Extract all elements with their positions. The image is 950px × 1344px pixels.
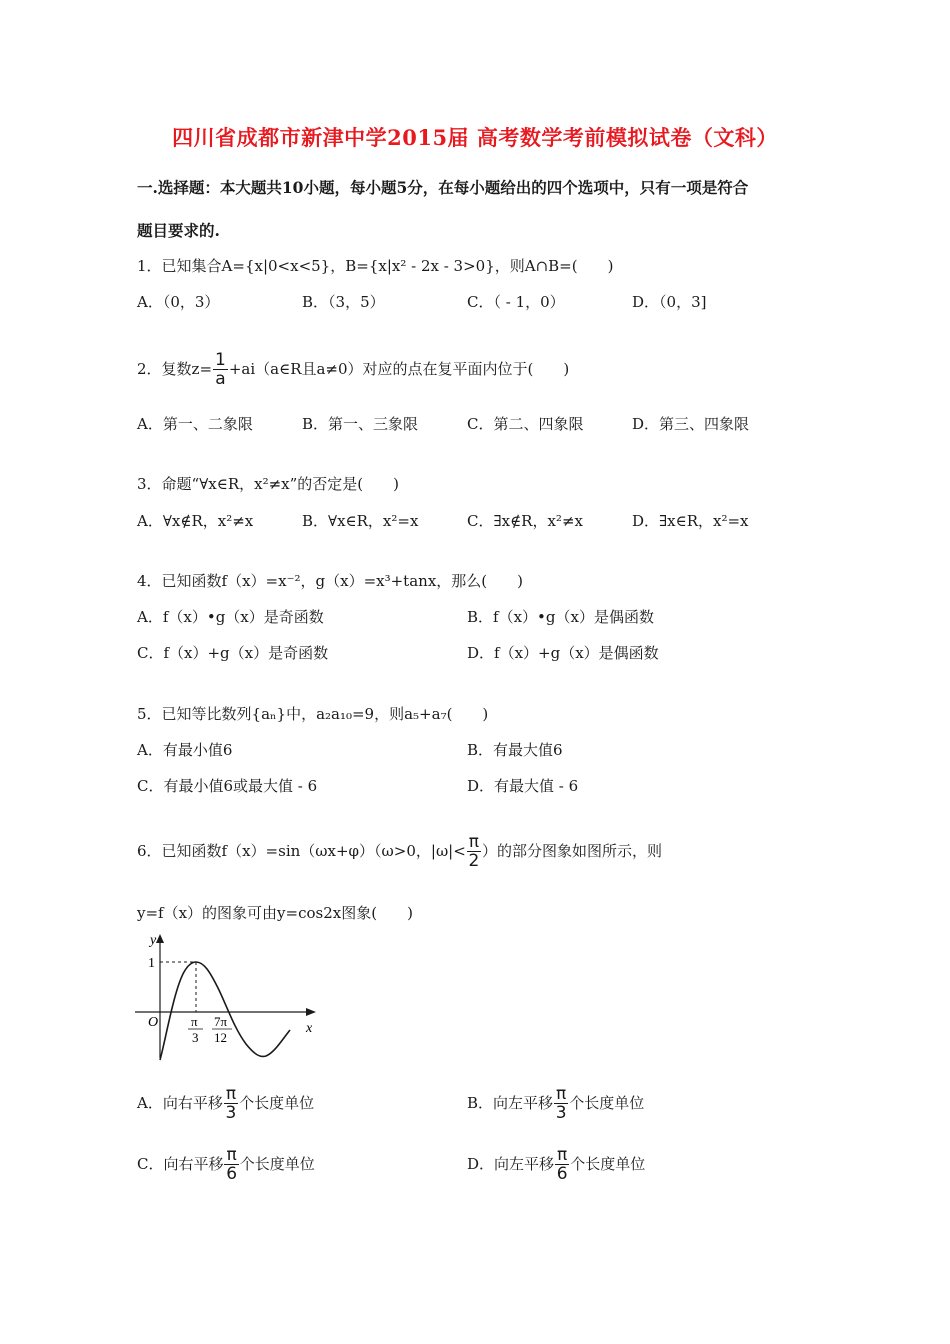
option-a-fraction	[224, 1086, 238, 1122]
fraction-denominator: 2	[468, 851, 480, 871]
fraction-numerator: π	[468, 832, 480, 852]
option-d-unit: 个长度单位	[570, 1155, 646, 1173]
question-6-option-a	[137, 1086, 314, 1122]
question-6-stem-post: ）的部分图象如图所示，则	[482, 842, 663, 860]
question-5-option-d: D．有最大值 - 6	[467, 777, 579, 795]
fraction-numerator: π	[226, 1145, 237, 1165]
fraction-numerator: π	[556, 1084, 567, 1104]
question-1-option-a: A．（0，3）	[137, 293, 220, 311]
option-d-fraction	[555, 1147, 569, 1183]
question-2-stem-post: +ai（a∈R且a≠0）对应的点在复平面内位于( )	[228, 360, 570, 378]
option-b-prefix: B．向左平移	[467, 1094, 554, 1112]
fraction-numerator: π	[225, 1084, 237, 1104]
question-3-option-d: D．∃x∈R，x²=x	[632, 512, 749, 530]
question-5-option-a: A．有最小值6	[137, 741, 233, 759]
option-a-unit: 个长度单位	[239, 1094, 315, 1112]
question-6-option-c	[137, 1147, 315, 1183]
question-3-option-a: A．∀x∉R，x²≠x	[137, 512, 254, 530]
question-6-fraction	[467, 834, 481, 870]
question-6-stem-line2: y=f（x）的图象可由y=cos2x图象( )	[137, 904, 413, 922]
x-tick-pi-over-3-den: 3	[192, 1030, 199, 1045]
option-d-prefix: D．向左平移	[467, 1155, 555, 1173]
x-tick-7pi-over-12-den: 12	[214, 1030, 227, 1045]
option-c-fraction	[224, 1147, 238, 1183]
question-1-option-d: D．（0，3]	[632, 293, 707, 311]
question-2-fraction	[213, 352, 228, 388]
option-b-unit: 个长度单位	[569, 1094, 645, 1112]
option-c-prefix: C．向右平移	[137, 1155, 224, 1173]
fraction-denominator: 6	[556, 1164, 568, 1184]
y-tick-label-one: 1	[148, 956, 155, 971]
question-2-option-d: D．第三、四象限	[632, 415, 750, 433]
question-6-stem	[137, 834, 662, 870]
sine-curve	[160, 962, 290, 1060]
question-1-stem: 1．已知集合A={x|0<x<5}，B={x|x² - 2x - 3>0}，则A∩B=( )	[137, 257, 614, 275]
fraction-numerator: 1	[215, 350, 226, 370]
question-3-option-c: C．∃x∉R，x²≠x	[467, 512, 583, 530]
question-2-option-a: A．第一、二象限	[137, 415, 253, 433]
question-3-stem: 3．命题“∀x∈R，x²≠x”的否定是( )	[137, 475, 399, 493]
question-2-stem	[137, 352, 569, 388]
option-c-unit: 个长度单位	[239, 1155, 315, 1173]
fraction-denominator: 3	[225, 1103, 237, 1123]
fraction-numerator: π	[557, 1145, 568, 1165]
question-3-option-b: B．∀x∈R，x²=x	[302, 512, 419, 530]
question-2-stem-pre: 2．复数z=	[137, 360, 213, 378]
question-2-option-b: B．第一、三象限	[302, 415, 419, 433]
sine-graph-figure	[130, 928, 330, 1068]
fraction-denominator: a	[215, 369, 226, 389]
origin-label: O	[148, 1015, 159, 1030]
x-axis-label: x	[306, 1021, 313, 1036]
question-1-option-c: C．（ - 1，0）	[467, 293, 565, 311]
question-4-option-a: A．f（x）•g（x）是奇函数	[137, 608, 324, 626]
question-6-option-b	[467, 1086, 644, 1122]
question-4-option-d: D．f（x）+g（x）是偶函数	[467, 644, 659, 662]
page-title: 四川省成都市新津中学2015届 高考数学考前模拟试卷（文科）	[172, 125, 778, 150]
x-tick-7pi-over-12-num: 7π	[214, 1014, 228, 1029]
question-6-stem-pre: 6．已知函数f（x）=sin（ωx+φ）（ω>0，|ω|<	[137, 842, 466, 860]
fraction-denominator: 6	[226, 1164, 238, 1184]
question-5-option-c: C．有最小值6或最大值 - 6	[137, 777, 318, 795]
question-5-stem: 5．已知等比数列{aₙ}中，a₂a₁₀=9，则a₅+a₇( )	[137, 705, 489, 723]
question-4-stem: 4．已知函数f（x）=x⁻²，g（x）=x³+tanx，那么( )	[137, 572, 523, 590]
option-a-prefix: A．向右平移	[137, 1094, 223, 1112]
section-heading-line2: 题目要求的.	[137, 221, 220, 240]
section-heading-line1: 一.选择题：本大题共10小题，每小题5分，在每小题给出的四个选项中，只有一项是符合	[137, 178, 749, 197]
question-4-option-c: C．f（x）+g（x）是奇函数	[137, 644, 329, 662]
option-b-fraction	[554, 1086, 568, 1122]
question-6-option-d	[467, 1147, 645, 1183]
y-axis-label: y	[150, 933, 157, 948]
fraction-denominator: 3	[555, 1103, 567, 1123]
question-2-option-c: C．第二、四象限	[467, 415, 584, 433]
x-tick-pi-over-3-num: π	[191, 1014, 198, 1029]
question-5-option-b: B．有最大值6	[467, 741, 563, 759]
question-4-option-b: B．f（x）•g（x）是偶函数	[467, 608, 654, 626]
question-1-option-b: B．（3，5）	[302, 293, 385, 311]
